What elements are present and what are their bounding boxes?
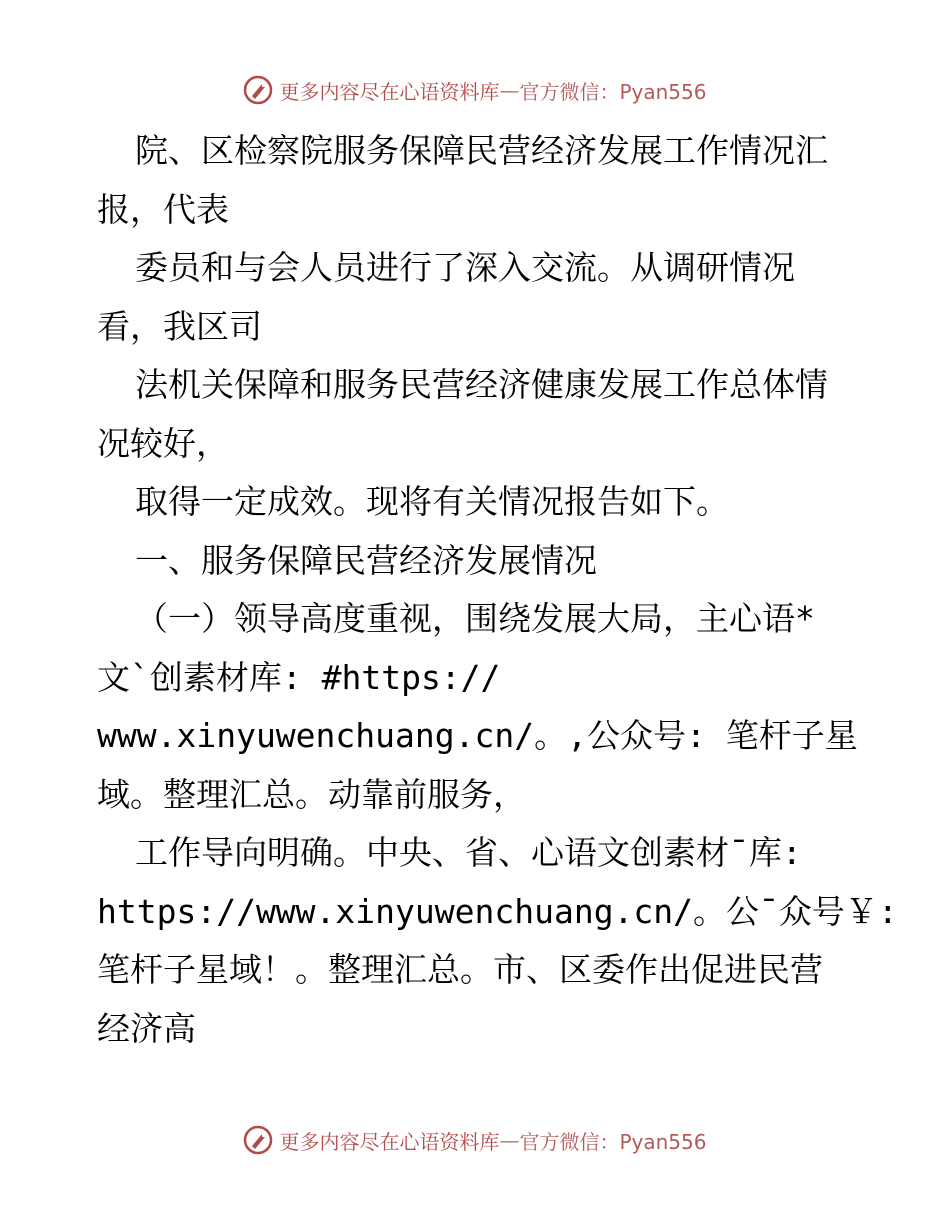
header-banner-separator: — [499,78,520,102]
body-line: 委员和与会人员进行了深入交流。从调研情况 [135,248,795,287]
footer-banner-wechat: 官方微信：Pyan556 [519,1129,707,1154]
body-line: www.xinyuwenchuang.cn/。,公众号: 笔杆子星 [97,716,858,755]
header-banner-main: 更多内容尽在心语资料库 [279,79,500,104]
body-line: https://www.xinyuwenchuang.cn/。公¯众号￥: [97,891,898,931]
body-line: 经济高 [97,1008,196,1048]
body-line: 笔杆子星域！。整理汇总。市、区委作出促进民营 [97,950,823,989]
footer-banner [0,1120,950,1160]
footer-banner-main: 更多内容尽在心语资料库 [279,1129,500,1154]
document-body [97,122,898,1058]
body-line: 文`创素材库: #https:// [97,657,501,697]
body-line: 法机关保障和服务民营经济健康发展工作总体情 [135,365,828,404]
body-line: 看，我区司 [97,306,262,346]
body-line: （一）领导高度重视，围绕发展大局，主心语* [135,599,815,638]
footer-banner-separator: — [499,1128,520,1152]
body-line: 况较好， [97,423,229,463]
header-banner-wechat: 官方微信：Pyan556 [519,79,707,104]
header-banner [0,70,950,110]
pen-nib-circle-icon [243,75,273,105]
pen-nib-circle-icon [243,1125,273,1155]
body-line: 院、区检察院服务保障民营经济发展工作情况汇 [135,131,828,170]
section-heading: 一、服务保障民营经济发展情况 [135,540,597,580]
body-line: 域。整理汇总。动靠前服务， [97,774,526,814]
body-line: 报，代表 [97,189,229,229]
body-line: 取得一定成效。现将有关情况报告如下。 [135,482,729,521]
body-line: 工作导向明确。中央、省、心语文创素材¯库: [135,833,802,872]
